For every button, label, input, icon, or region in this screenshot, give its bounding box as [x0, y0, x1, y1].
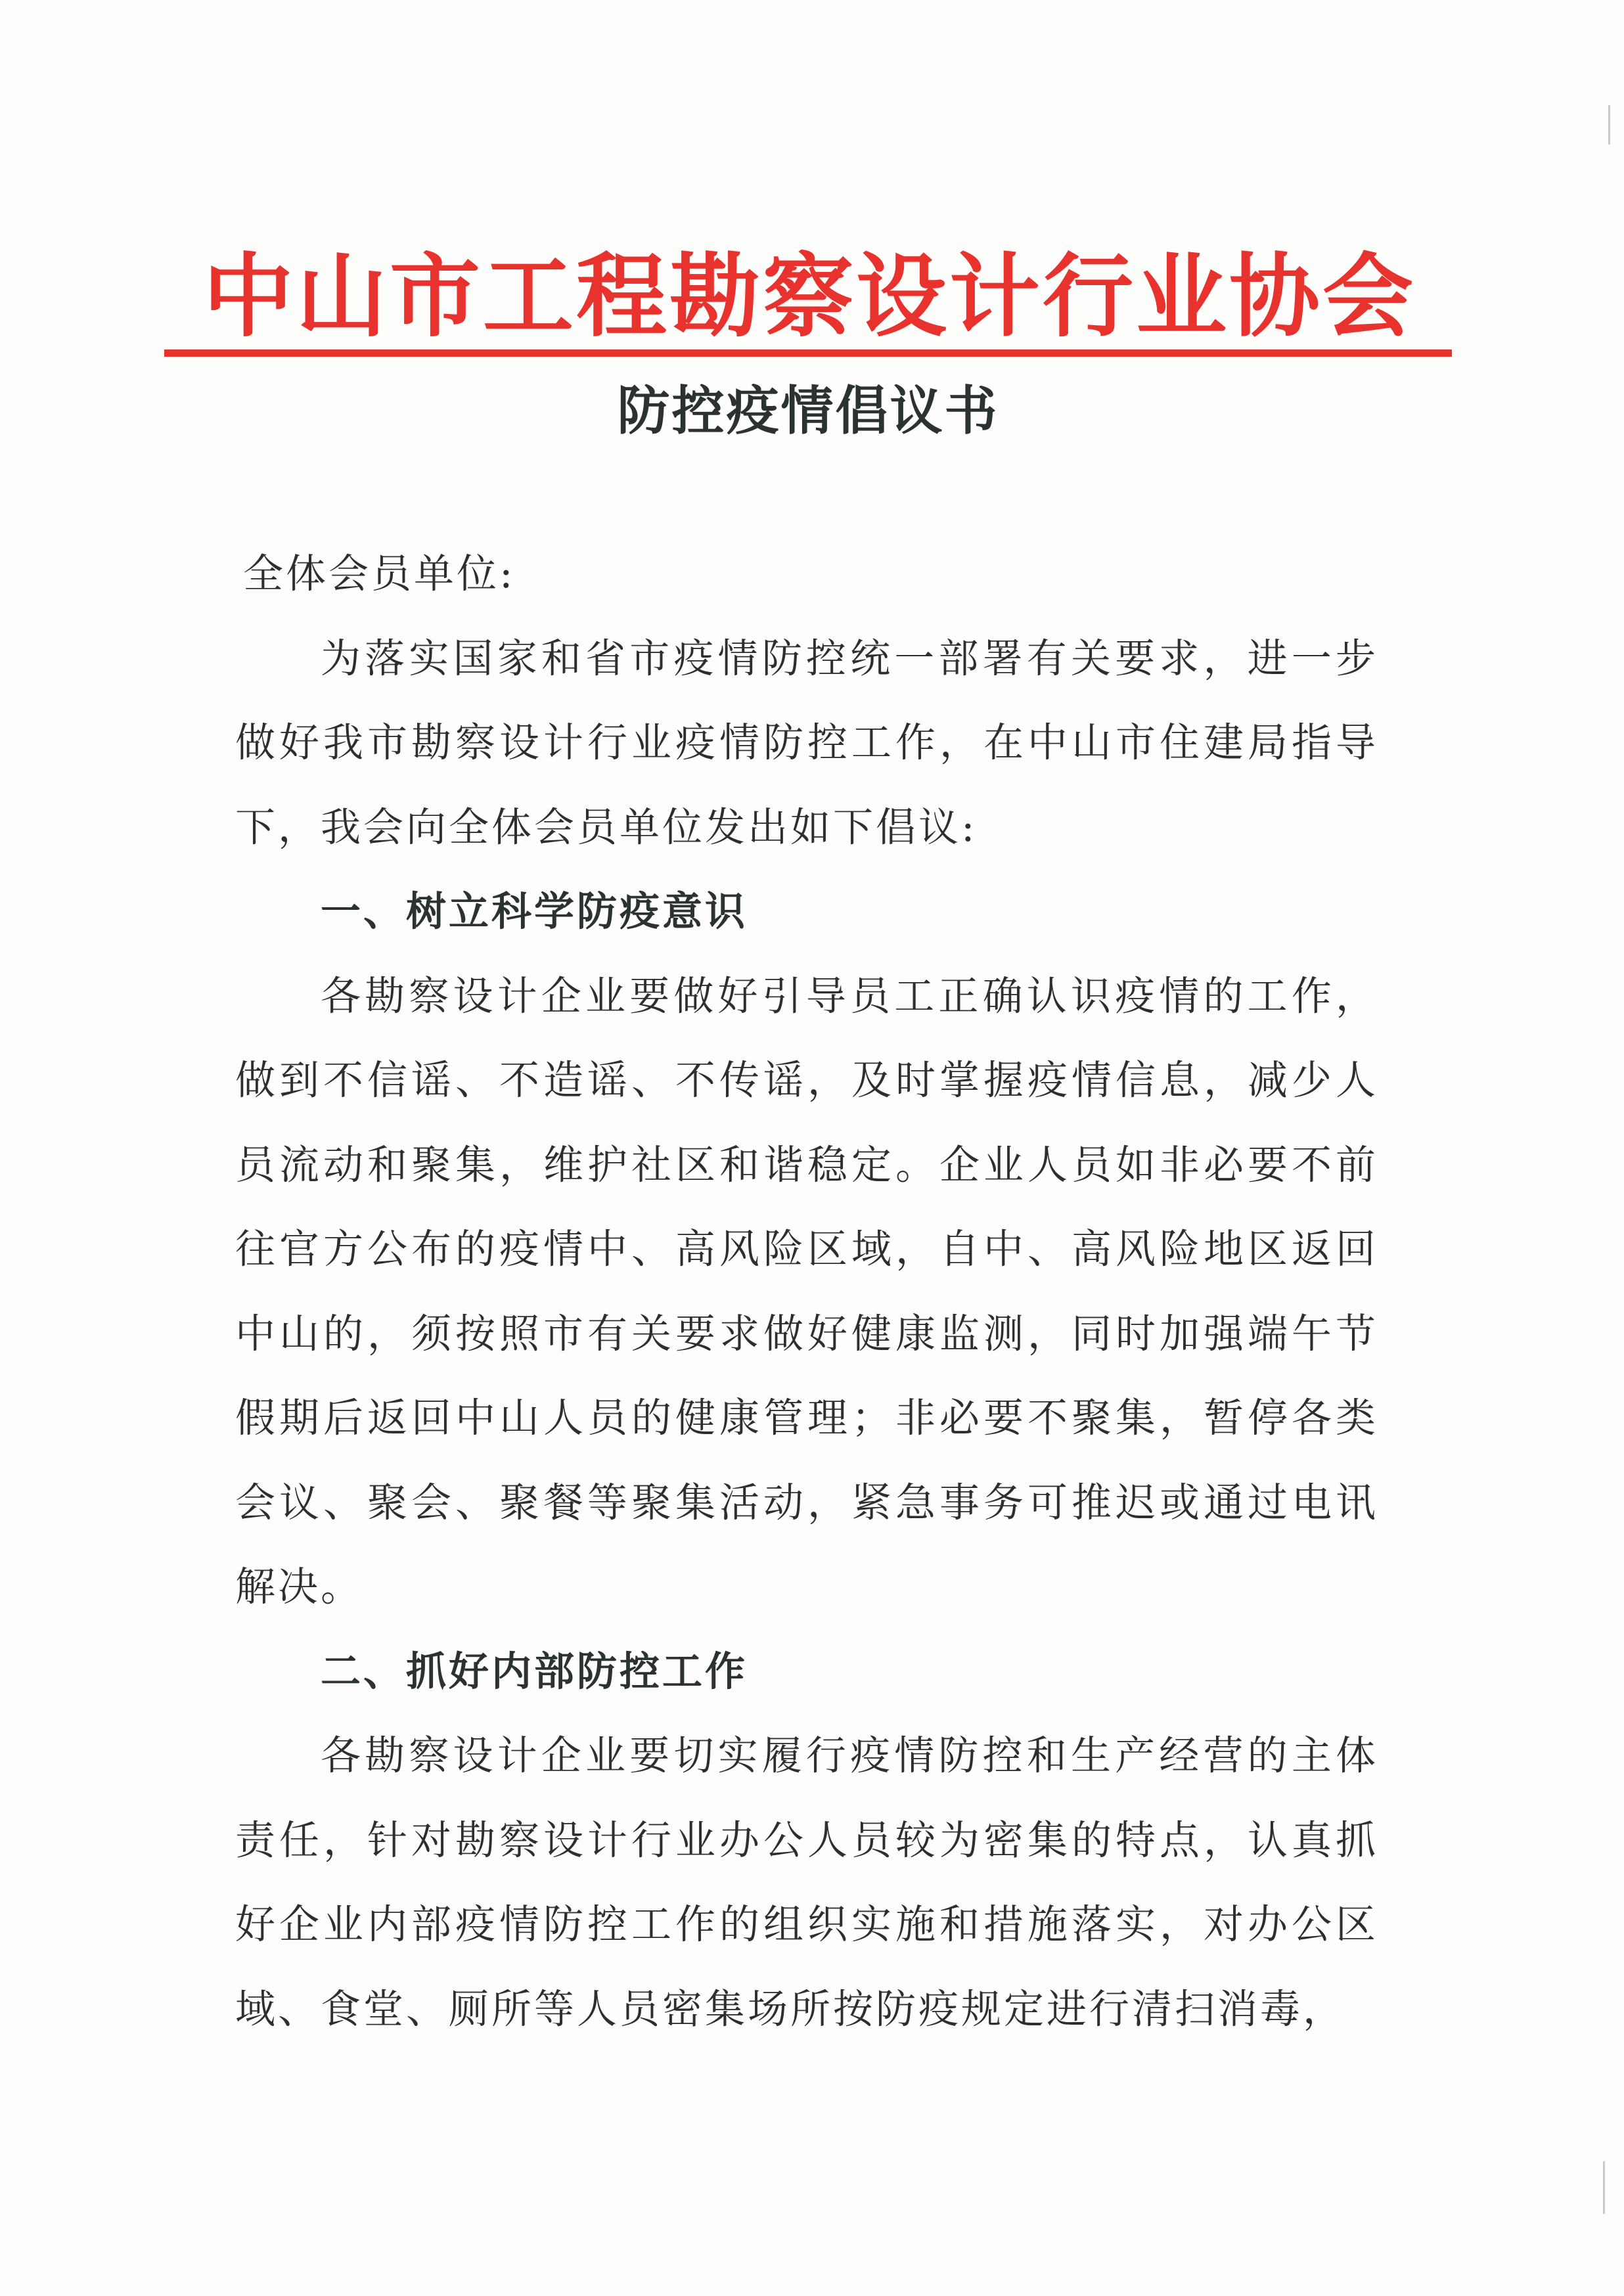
- document-title: 防控疫情倡议书: [617, 380, 999, 441]
- header-red-rule: [164, 349, 1452, 357]
- organization-header: 中山市工程勘察设计行业协会: [202, 244, 1416, 349]
- document-body: [235, 532, 1378, 2052]
- section-paragraph-1: 各勘察设计企业要做好引导员工正确认识疫情的工作，做到不信谣、不造谣、不传谣，及时掌握疫情信息，减少人员流动和聚集，维护社区和谐稳定。企业人员如非必要不前往官方公布的疫情中、高风险区域，自中、高风险地区返回中山的，须按照市有关要求做好健康监测，同时加强端午节假期后返回中山人员的健康管理；非必要不聚集，暂停各类会议、聚会、聚餐等聚集活动，紧急事务可推迟或通过电讯解决。: [235, 972, 1378, 1610]
- intro-paragraph: 为落实国家和省市疫情防控统一部署有关要求，进一步做好我市勘察设计行业疫情防控工作，在中山市住建局指导下，我会向全体会员单位发出如下倡议:: [235, 635, 1378, 851]
- section-heading-1: 一、树立科学防疫意识: [321, 888, 748, 935]
- section-paragraph-2: 各勘察设计企业要切实履行疫情防控和生产经营的主体责任，针对勘察设计行业办公人员较为密集的特点，认真抓好企业内部疫情防控工作的组织实施和措施落实，对办公区域、食堂、厕所等人员密集场所按防疫规定进行清扫消毒，: [235, 1732, 1378, 2033]
- scan-edge-mark: [1603, 2161, 1605, 2214]
- salutation: 全体会员单位:: [243, 551, 516, 597]
- section-heading-2: 二、抓好内部防控工作: [321, 1648, 748, 1695]
- scan-edge-mark: [1608, 105, 1610, 145]
